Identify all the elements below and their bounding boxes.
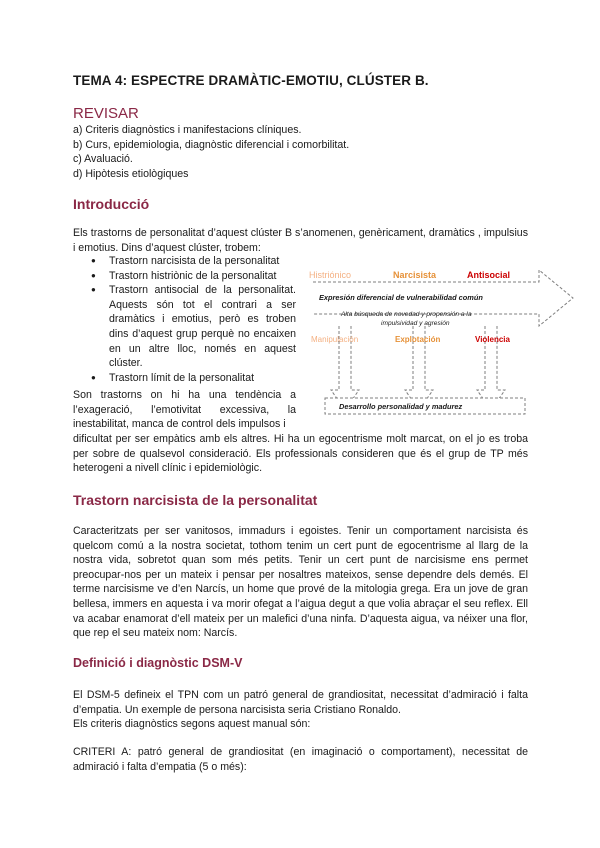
revisar-heading: REVISAR <box>73 105 139 122</box>
list-item: ● Trastorn histriònic de la personalitat <box>91 269 296 284</box>
intro-heading: Introducció <box>73 196 150 212</box>
intro-continued: Son trastorns on hi ha una tendència a l’exageració, l’emotivitat excessiva, la inestabilitat, manca de control dels impulsos i <box>73 389 296 431</box>
dsm-criteria-intro: Els criteris diagnòstics segons aquest manual són: <box>73 718 311 730</box>
revisar-item: b) Curs, epidemiologia, diagnòstic diferencial i comorbilitat. <box>73 138 350 151</box>
dsm-criterion-a: CRITERI A: patró general de grandiositat (en imaginació o comportament), necessitat de admiració i falta d’empatia (5 o més): <box>73 746 528 773</box>
revisar-list <box>73 123 349 181</box>
row2-text-line2: impulsividad y agresión <box>381 320 450 327</box>
revisar-item: d) Hipòtesis etiològiques <box>73 167 189 180</box>
dsm-paragraph: El DSM-5 defineix el TPN com un patró general de grandiositat, necessitat d’admiració i falta d’empatia. Un exemple de persona narcisista seria Cristiano Ronaldo. <box>73 689 528 716</box>
page-title: TEMA 4: ESPECTRE DRAMÀTIC-EMOTIU, CLÚSTER B. <box>73 73 429 88</box>
label-manipulacion: Manipulación <box>311 335 359 344</box>
intro-lead: Els trastorns de personalitat d’aquest clúster B s’anomenen, genèricament, dramàtics , impulsius i emotius. Dins d’aquest clúster, trobem: <box>73 227 528 254</box>
label-narcisista: Narcisista <box>393 270 437 280</box>
list-item: ● Trastorn límit de la personalitat <box>91 371 296 386</box>
label-explotacion: Explotación <box>395 335 441 344</box>
list-item: ● Trastorn antisocial de la personalitat. Aquests són tot el contrari a ser dramàtics i emotius, però es troben dins d’aquest grup perquè no encaixen en un altre lloc, només en aquest clúster. <box>91 283 296 371</box>
narcisista-paragraph: Caracteritzats per ser vanitosos, immadurs i egoistes. Tenir un comportament narcisista és quelcom comú a la nostra societat, tothom tenim un cert punt de egocentrisme al llarg de la nostra vida, sobretot quan som més petits. Tenir un cert punt de narcisisme ens permet preocupar-nos per un mateix i pensar per nosaltres mateixos, sense dependre dels demés. El terme narcisisme ve d’en Narcís, un home que prové de la mitologia grega. Era un jove de gran bellesa, immers en aquesta i va morir ofegat a l’aigua degut a que volia abraçar el seu reflex. Ell va acabar enamorat d’ell mateix per un malefici d’una ninfa. D’aquesta aigua, va néixer una flor, que rep el seu mateix nom: Narcís. <box>73 525 528 640</box>
row1-text: Expresión diferencial de vulnerabilidad común <box>319 293 483 302</box>
revisar-item: c) Avaluació. <box>73 153 133 166</box>
dsm-heading: Definició i diagnòstic DSM-V <box>73 656 243 670</box>
row2-text-line1: Alta búsqueda de novedad y propensión a la <box>341 311 472 318</box>
cluster-b-diagram <box>307 262 575 427</box>
label-antisocial: Antisocial <box>467 270 511 280</box>
intro-continued-wide: dificultat per ser empàtics amb els altres. Hi ha un egocentrisme molt marcat, on el jo es troba per sobre de qualsevol consideració. Els professionals consideren que és el grup de TP més heterogeni a nivell clínic i epidemiològic. <box>73 433 528 475</box>
label-violencia: Violencia <box>475 335 510 344</box>
diagram-svg <box>307 262 575 427</box>
cluster-list <box>91 254 296 385</box>
revisar-item: a) Criteris diagnòstics i manifestacions clíniques. <box>73 124 302 136</box>
narcisista-heading: Trastorn narcisista de la personalitat <box>73 492 318 508</box>
bottom-text: Desarrollo personalidad y madurez <box>339 402 463 411</box>
list-item: ● Trastorn narcisista de la personalitat <box>91 254 296 269</box>
label-histrionico: Histriónico <box>309 270 352 280</box>
